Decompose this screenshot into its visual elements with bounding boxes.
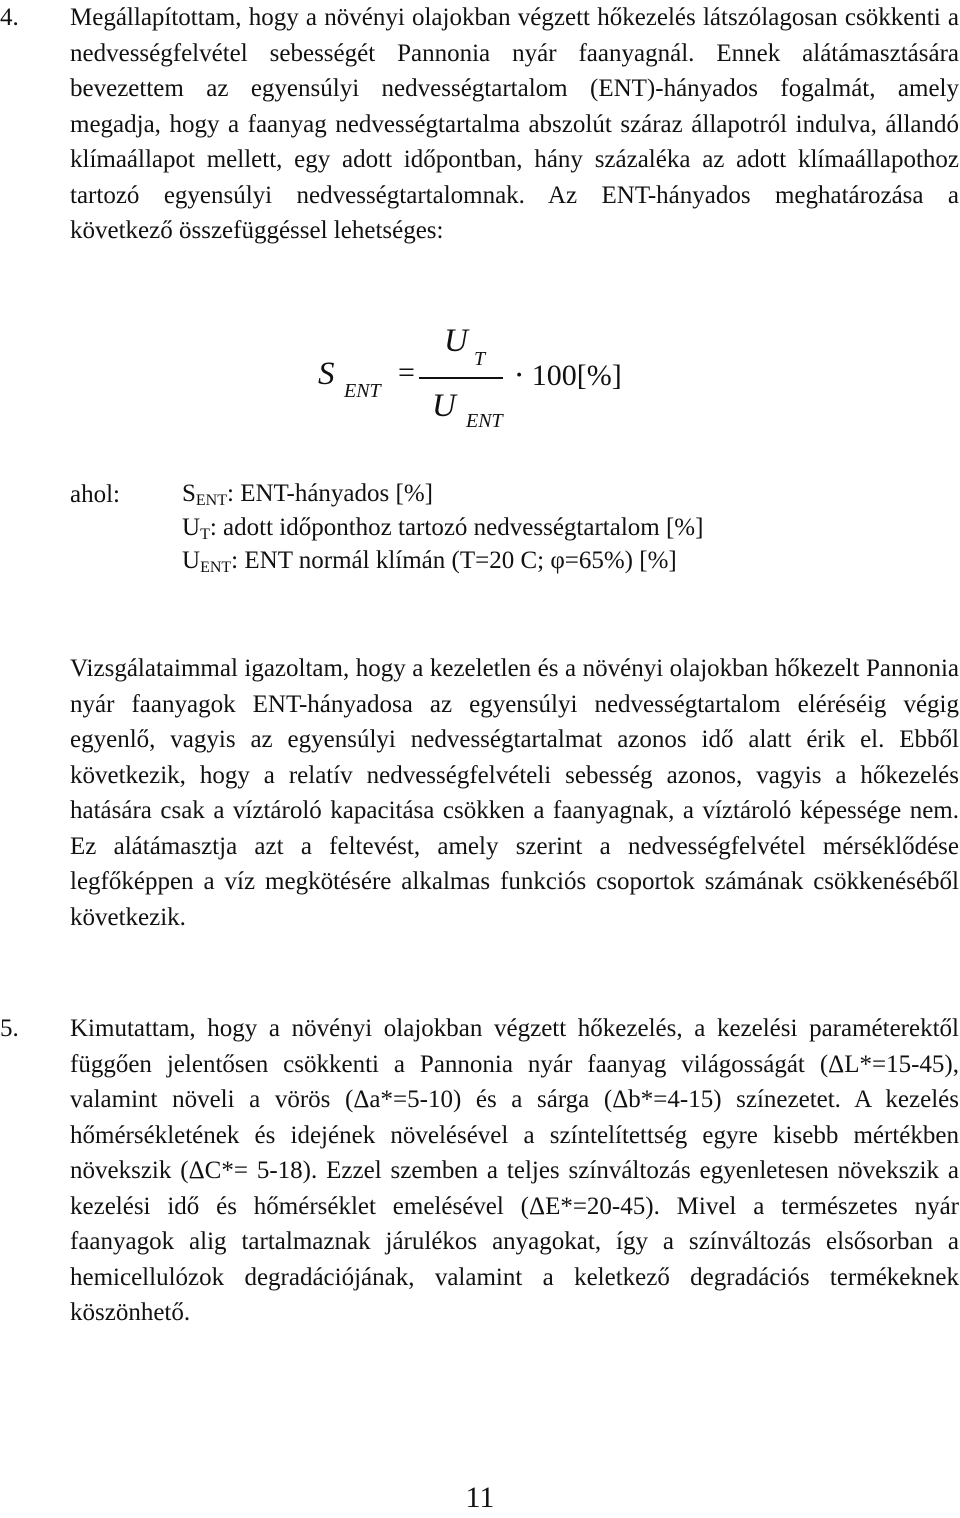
paragraph-color-change: Kimutattam, hogy a növényi olajokban végzett hőkezelés, a kezelési paraméterektől függően jelentősen csökkenti a Pannonia nyár faanyag világosságát (ΔL*=15-45), valamint növeli a vörös (Δa*=5-10) és a sárga (Δb*=4-15) színezetet. A kezelés hőmérsékletének és idejének növelésével a színtelítettség egyre kisebb mértékben növekszik (ΔC*= 5-18). Ezzel szemben a teljes színváltozás egyenletesen növekszik a kezelési idő és hőmérséklet emelésével (ΔE*=20-45). Mivel a természetes nyár faanyagok alig tartalmaznak járulékos anyagokat, így a színváltozás elsősorban a hemicellulózok degradációjának, valamint a keletkező degradációs termékeknek köszönhető. xyxy=(70,1015,959,1326)
formula-legend xyxy=(182,477,703,578)
fraction-bar xyxy=(419,377,503,379)
paragraph-ent-definition: Megállapítottam, hogy a növényi olajokban végzett hőkezelés látszólagosan csökkenti a nedvességfelvétel sebességét Pannonia nyár faanyagnál. Ennek alátámasztására bevezettem az egyensúlyi nedvességtartalom (ENT)-hányados fogalmát, amely megadja, hogy a faanyag nedvességtartalma abszolút száraz állapotról indulva, állandó klímaállapot mellett, egy adott időpontban, hány százaléka az adott klímaállapothoz tartozó egyensúlyi nedvességtartalomnak. Az ENT-hányados meghatározása a következő összefüggéssel lehetséges: xyxy=(70,4,959,244)
page-number: 11 xyxy=(465,1481,495,1514)
formula-denominator-sub: ENT xyxy=(466,410,503,432)
legend-line-u-ent: $U_{ENT}$: ENT normál klímán (T=20 C; φ=65%) [%] xyxy=(182,547,677,576)
list-number-4: 4. xyxy=(0,4,19,31)
formula-equals: = xyxy=(398,356,415,389)
formula-numerator: U xyxy=(444,323,468,359)
list-number-5: 5. xyxy=(0,1015,19,1042)
formula-lhs-sub: ENT xyxy=(344,380,381,402)
legend-line-u-t: $U_T$: adott időponthoz tartozó nedvességtartalom [%] xyxy=(182,513,704,543)
formula-numerator-sub: T xyxy=(474,348,486,370)
formula-denominator: U xyxy=(432,388,456,424)
legend-line-s-ent: $S_{ENT}$: ENT-hányados [%] xyxy=(182,480,433,509)
formula-factor: ⋅ 100[%] xyxy=(514,359,622,392)
formula-lhs: S xyxy=(318,356,335,392)
paragraph-ent-results: Vizsgálataimmal igazoltam, hogy a kezeletlen és a növényi olajokban hőkezelt Pannonia nyár faanyagok ENT-hányadosa az egyensúlyi nedvességtartalom eléréséig végig egyenlő, vagyis az egyensúlyi nedvességtartalmat azonos idő alatt érik el. Ebből következik, hogy a relatív nedvességfelvételi sebesség azonos, vagyis a hőkezelés hatására csak a víztároló kapacitása csökken a faanyagnak, a víztároló képessége nem. Ez alátámasztja azt a feltevést, amely szerint a nedvességfelvétel mérséklődése legfőképpen a víz megkötésére alkalmas funkciós csoportok számának csökkenéséből következik. xyxy=(70,655,959,931)
legend-label: ahol: xyxy=(70,481,120,508)
